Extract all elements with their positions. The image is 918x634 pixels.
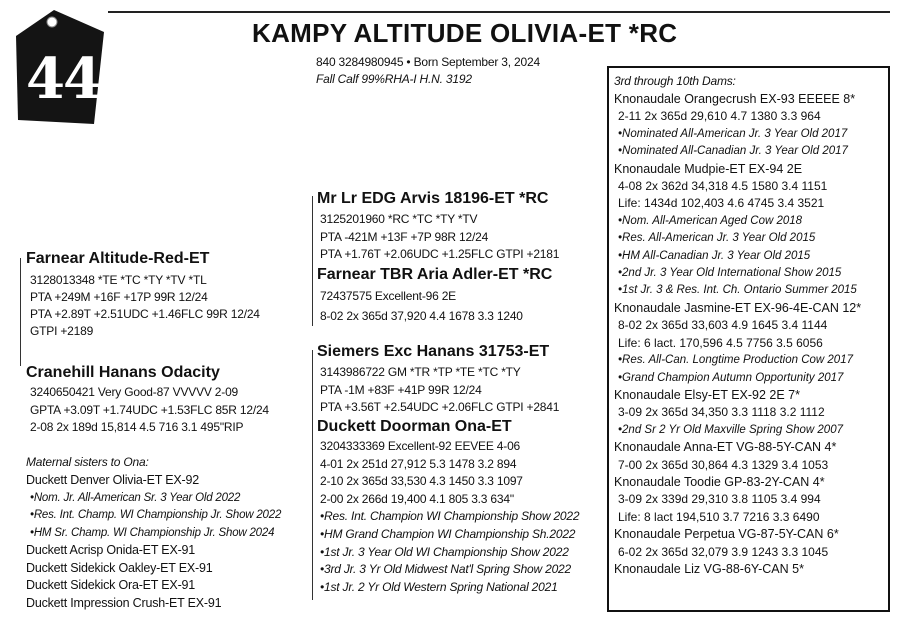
dam-details: [30, 384, 269, 437]
ancestor-dam-rec: 8-02 2x 365d 33,603 4.9 1645 3.4 1144: [618, 318, 828, 333]
sire-bracket: [20, 258, 21, 366]
header-rule: [108, 11, 890, 13]
dam-line: 3240650421 Very Good-87 VVVVV 2-09: [30, 385, 239, 399]
ancestor-dam-award: •Res. All-American Jr. 3 Year Old 2015: [618, 232, 816, 245]
sire-sire-line: 3125201960 *RC *TC *TY *TV: [320, 212, 478, 226]
ancestor-dam-name: Knonaudale Anna-ET VG-88-5Y-CAN 4*: [614, 440, 837, 455]
sire-details: [30, 272, 260, 340]
ancestor-dam-rec: 7-00 2x 365d 30,864 4.3 1329 3.4 1053: [618, 457, 829, 472]
page-title: KAMPY ALTITUDE OLIVIA-ET *RC: [252, 18, 678, 48]
sire-dam-line: 72437575 Excellent-96 2E: [320, 289, 456, 303]
sister-award: •Nom. Jr. All-American Sr. 3 Year Old 2022: [30, 491, 241, 504]
dam-sire-name: Siemers Exc Hanans 31753-ET: [317, 343, 550, 360]
lot-tag: [10, 8, 106, 126]
sister-award: •Res. Int. Champ. WI Championship Jr. Show 2022: [30, 509, 282, 521]
ancestor-dam-award: •1st Jr. 3 & Res. Int. Ch. Ontario Summer 2015: [618, 284, 857, 297]
sire-line: 3128013348 *TE *TC *TY *TV *TL: [30, 273, 207, 287]
dam-dam-award: •3rd Jr. 3 Yr Old Midwest Nat'l Spring Show 2022: [320, 562, 572, 577]
sisters-list: [26, 472, 281, 612]
dam-dam-line: 2-10 2x 365d 33,530 4.3 1450 3.3 1097: [320, 474, 523, 489]
dam-sire-line: PTA +3.56T +2.54UDC +2.06FLC GTPI +2841: [320, 400, 560, 414]
sister-award: •HM Sr. Champ. WI Championship Jr. Show 2024: [30, 526, 275, 539]
dam-parents-bracket: [312, 350, 313, 600]
ancestor-dam-rec: 4-08 2x 362d 34,318 4.5 1580 3.4 1151: [618, 179, 828, 194]
sire-line: PTA +249M +16F +17P 99R 12/24: [30, 290, 208, 304]
registration-line: 840 3284980945 • Born September 3, 2024: [316, 55, 540, 69]
sister-name: Duckett Denver Olivia-ET EX-92: [26, 473, 199, 487]
sire-line: PTA +2.89T +2.51UDC +1.46FLC 99R 12/24: [30, 307, 260, 321]
sire-dam-details: [320, 287, 523, 325]
dam-dam-award: •1st Jr. 3 Year Old WI Championship Show 2022: [320, 544, 569, 559]
ancestor-dam-rec: Life: 8 lact 194,510 3.7 7216 3.3 6490: [618, 509, 820, 524]
ancestor-dam-award: •Grand Champion Autumn Opportunity 2017: [618, 371, 844, 384]
dam-sire-details: [320, 364, 559, 417]
dam-sire-line: PTA -1M +83F +41P 99R 12/24: [320, 382, 482, 397]
calf-info-line: Fall Calf 99%RHA-I H.N. 3192: [316, 72, 472, 86]
sisters-heading: Maternal sisters to Ona:: [26, 455, 149, 469]
ancestor-dam-award: •Nominated All-American Jr. 3 Year Old 2017: [618, 127, 848, 140]
sire-dam-name: Farnear TBR Aria Adler-ET *RC: [317, 266, 553, 283]
ancestor-dam-award: •Nominated All-Canadian Jr. 3 Year Old 2017: [618, 145, 848, 158]
ancestor-dam-award: •Res. All-Can. Longtime Production Cow 2017: [618, 354, 853, 367]
dams-list: [614, 91, 861, 578]
ancestor-dam-award: •2nd Sr 2 Yr Old Maxville Spring Show 2007: [618, 423, 843, 436]
ancestor-dam-rec: 6-02 2x 365d 32,079 3.9 1243 3.3 1045: [618, 544, 829, 559]
lot-number: 44: [26, 46, 100, 112]
ancestor-dam-name: Knonaudale Mudpie-ET EX-94 2E: [614, 161, 803, 176]
ancestor-dam-rec: 3-09 2x 339d 29,310 3.8 1105 3.4 994: [618, 492, 821, 507]
ancestor-dam-name: Knonaudale Orangecrush EX-93 EEEEE 8*: [614, 92, 856, 106]
sister-name: Duckett Impression Crush-ET EX-91: [26, 595, 222, 610]
ancestor-dam-award: •HM All-Canadian Jr. 3 Year Old 2015: [618, 249, 811, 262]
sire-sire-details: [320, 211, 559, 264]
ancestor-dam-name: Knonaudale Liz VG-88-6Y-CAN 5*: [614, 561, 804, 576]
dam-sire-line: 3143986722 GM *TR *TP *TE *TC *TY: [320, 365, 521, 379]
dam-line: GPTA +3.09T +1.74UDC +1.53FLC 85R 12/24: [30, 402, 269, 417]
ancestor-dam-rec: 2-11 2x 365d 29,610 4.7 1380 3.3 964: [618, 109, 821, 124]
ancestor-dam-award: •Nom. All-American Aged Cow 2018: [618, 214, 803, 227]
dam-name: Cranehill Hanans Odacity: [26, 364, 220, 381]
dam-line: 2-08 2x 189d 15,814 4.5 716 3.1 495"RIP: [30, 420, 244, 434]
dams-heading: 3rd through 10th Dams:: [614, 74, 736, 88]
ancestor-dam-name: Knonaudale Jasmine-ET EX-96-4E-CAN 12*: [614, 300, 862, 315]
dam-dam-details: [320, 438, 579, 596]
sire-sire-name: Mr Lr EDG Arvis 18196-ET *RC: [317, 190, 549, 207]
dam-dam-name: Duckett Doorman Ona-ET: [317, 418, 512, 435]
dam-dam-line: 2-00 2x 266d 19,400 4.1 805 3.3 634": [320, 491, 514, 506]
sister-name: Duckett Acrisp Onida-ET EX-91: [26, 543, 196, 557]
sister-name: Duckett Sidekick Ora-ET EX-91: [26, 578, 196, 592]
ancestor-dam-name: Knonaudale Toodie GP-83-2Y-CAN 4*: [614, 474, 825, 489]
dam-dam-line: 3204333369 Excellent-92 EEVEE 4-06: [320, 439, 521, 453]
sister-name: Duckett Sidekick Oakley-ET EX-91: [26, 560, 213, 575]
ancestor-dam-rec: Life: 6 lact. 170,596 4.5 7756 3.5 6056: [618, 335, 823, 350]
dam-dam-award: •Res. Int. Champion WI Championship Show 2022: [320, 509, 580, 524]
ancestor-dam-award: •2nd Jr. 3 Year Old International Show 2015: [618, 267, 842, 280]
sire-sire-line: PTA -421M +13F +7P 98R 12/24: [320, 229, 489, 244]
ancestor-dam-name: Knonaudale Perpetua VG-87-5Y-CAN 6*: [614, 527, 839, 542]
sire-dam-line: 8-02 2x 365d 37,920 4.4 1678 3.3 1240: [320, 309, 523, 323]
dam-dam-award: •1st Jr. 2 Yr Old Western Spring National 2021: [320, 579, 558, 594]
ancestor-dam-rec: Life: 1434d 102,403 4.6 4745 3.4 3521: [618, 196, 825, 211]
sire-line: GTPI +2189: [30, 324, 94, 338]
sire-parents-bracket: [312, 196, 313, 326]
dam-dam-award: •HM Grand Champion WI Championship Sh.2022: [320, 526, 576, 541]
ancestor-dam-name: Knonaudale Elsy-ET EX-92 2E 7*: [614, 387, 800, 402]
dam-dam-line: 4-01 2x 251d 27,912 5.3 1478 3.2 894: [320, 456, 517, 471]
ancestor-dam-rec: 3-09 2x 365d 34,350 3.3 1118 3.2 1112: [618, 405, 825, 420]
sire-name: Farnear Altitude-Red-ET: [26, 250, 210, 267]
sire-sire-line: PTA +1.76T +2.06UDC +1.25FLC GTPI +2181: [320, 247, 560, 261]
